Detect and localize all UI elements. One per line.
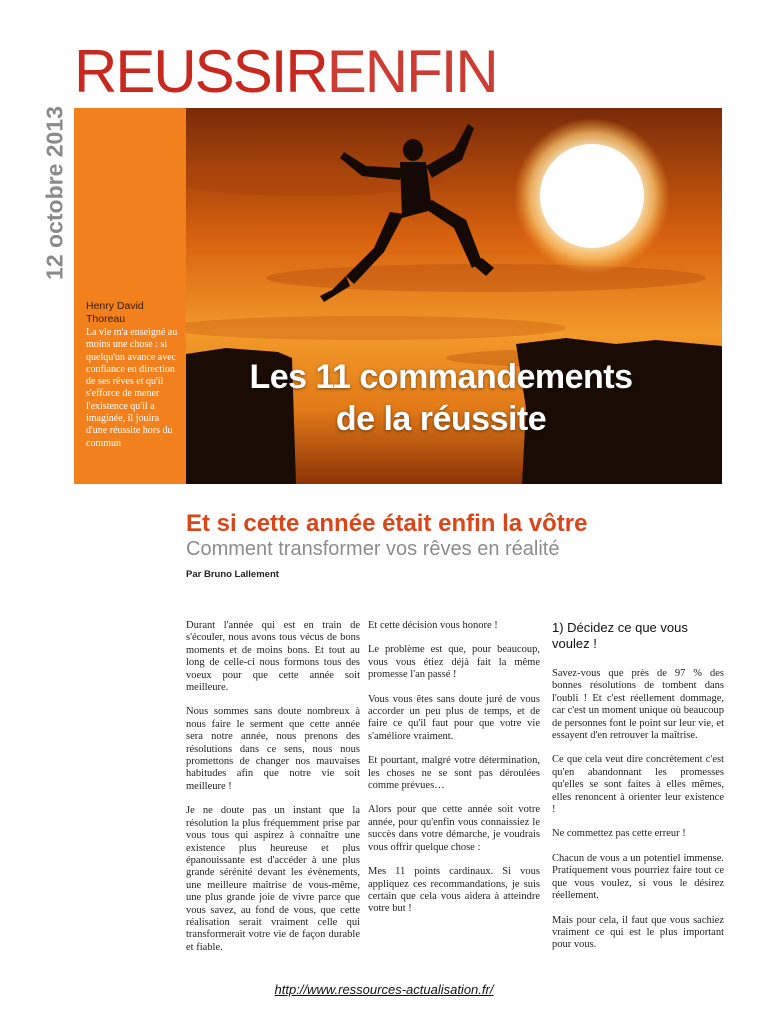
paragraph: Vous vous êtes sans doute juré de vous accorder un peu plus de temps, et de faire ce qu'il faut pour que votre vie s'améliore vraiment. <box>368 693 540 742</box>
paragraph: Le problème est que, pour beaucoup, vous vous étiez déjà fait la même promesse l'an passé ! <box>368 644 540 681</box>
paragraph: Savez-vous que près de 97 % des bonnes résolutions de tombent dans l'oubli ! Et c'est réellement dommage, car c'est un moment unique où beaucoup de personnes font le point sur leur vie, et essayent d'en retrouver la maîtrise. <box>552 668 724 742</box>
paragraph: Alors pour que cette année soit votre année, pour qu'enfin vous connaissiez le succès dans votre démarche, je voudrais vous offrir quelque chose : <box>368 804 540 853</box>
paragraph: Mes 11 points cardinaux. Si vous appliquez ces recommandations, je suis certain que cela vous aidera à atteindre votre but ! <box>368 866 540 915</box>
masthead-part-reussir: REUSSIR <box>74 38 327 105</box>
paragraph: Ce que cela veut dire concrètement c'est qu'en abandonnant les promesses qu'elles se sont faites à elles mêmes, elles renoncent à orienter leur existence ! <box>552 754 724 816</box>
paragraph: Mais pour cela, il faut que vous sachiez vraiment ce qui est le plus important pour vous. <box>552 914 724 951</box>
quote-author: Henry David Thoreau <box>86 300 144 325</box>
article-column-2 <box>368 620 540 928</box>
footer-website-link[interactable]: http://www.ressources-actualisation.fr/ <box>274 982 494 997</box>
hero-title-line-2: de la réussite <box>335 400 547 438</box>
hero-title-line-1: Les 11 commandements <box>249 358 633 396</box>
paragraph: Je ne doute pas un instant que la résolution la plus fréquemment prise par vous tous qui aspirez à connaître une existence plus heureuse et plus épanouissante est d'accéder à une plus grande sérénité devant les évènements, une meilleure maîtrise de vous-même, une plus grande joie de vivre parce que vous savez, au fond de vous, que cette réalisation serait vraiment celle qui transformerait votre vie de façon durable et fiable. <box>186 805 360 953</box>
article-subhead: Comment transformer vos rêves en réalité <box>186 538 560 560</box>
masthead-logo <box>74 40 497 104</box>
quote-panel <box>74 108 186 484</box>
paragraph: Et pourtant, malgré votre détermination, les choses ne se sont pas déroulées comme prévues… <box>368 755 540 792</box>
paragraph: Et cette décision vous honore ! <box>368 620 498 631</box>
paragraph: Nous sommes sans doute nombreux à nous faire le serment que cette année sera notre année, nous prenons des résolutions dans ce sens, nous nous promettons de changer nos mauvaises habitudes afin que notre vie soit meilleure ! <box>186 706 360 792</box>
section-title: 1) Décidez ce que vous voulez ! <box>552 620 688 651</box>
masthead-part-enfin: ENFIN <box>326 38 497 105</box>
hero-title <box>186 356 696 440</box>
issue-date-text: 12 octobre 2013 <box>41 106 68 280</box>
paragraph: Ne commettez pas cette erreur ! <box>552 828 686 840</box>
quote-text: La vie m'a enseigné au moins une chose : si quelqu'un avance avec confiance en direction de ses rêves et qu'il s'efforce de mener l'existence qu'il a imaginée, il jouira d'une réussite hors du commun <box>86 327 178 449</box>
issue-date <box>40 108 70 278</box>
article-byline: Par Bruno Lallement <box>186 569 279 580</box>
article-headline: Et si cette année était enfin la vôtre <box>186 510 588 537</box>
paragraph: Chacun de vous a un potentiel immense. Pratiquement vous pourriez faire tout ce que vous voulez, si vous le désirez réellement. <box>552 852 724 902</box>
article-column-1 <box>186 620 360 966</box>
article-column-3 <box>552 620 724 964</box>
paragraph: Durant l'année qui est en train de s'écouler, nous avons tous vécus de bons moments et de moins bons. Et tout au long de celle-ci nous formons tous des voeux pour que cette année soit meilleure. <box>186 620 360 694</box>
